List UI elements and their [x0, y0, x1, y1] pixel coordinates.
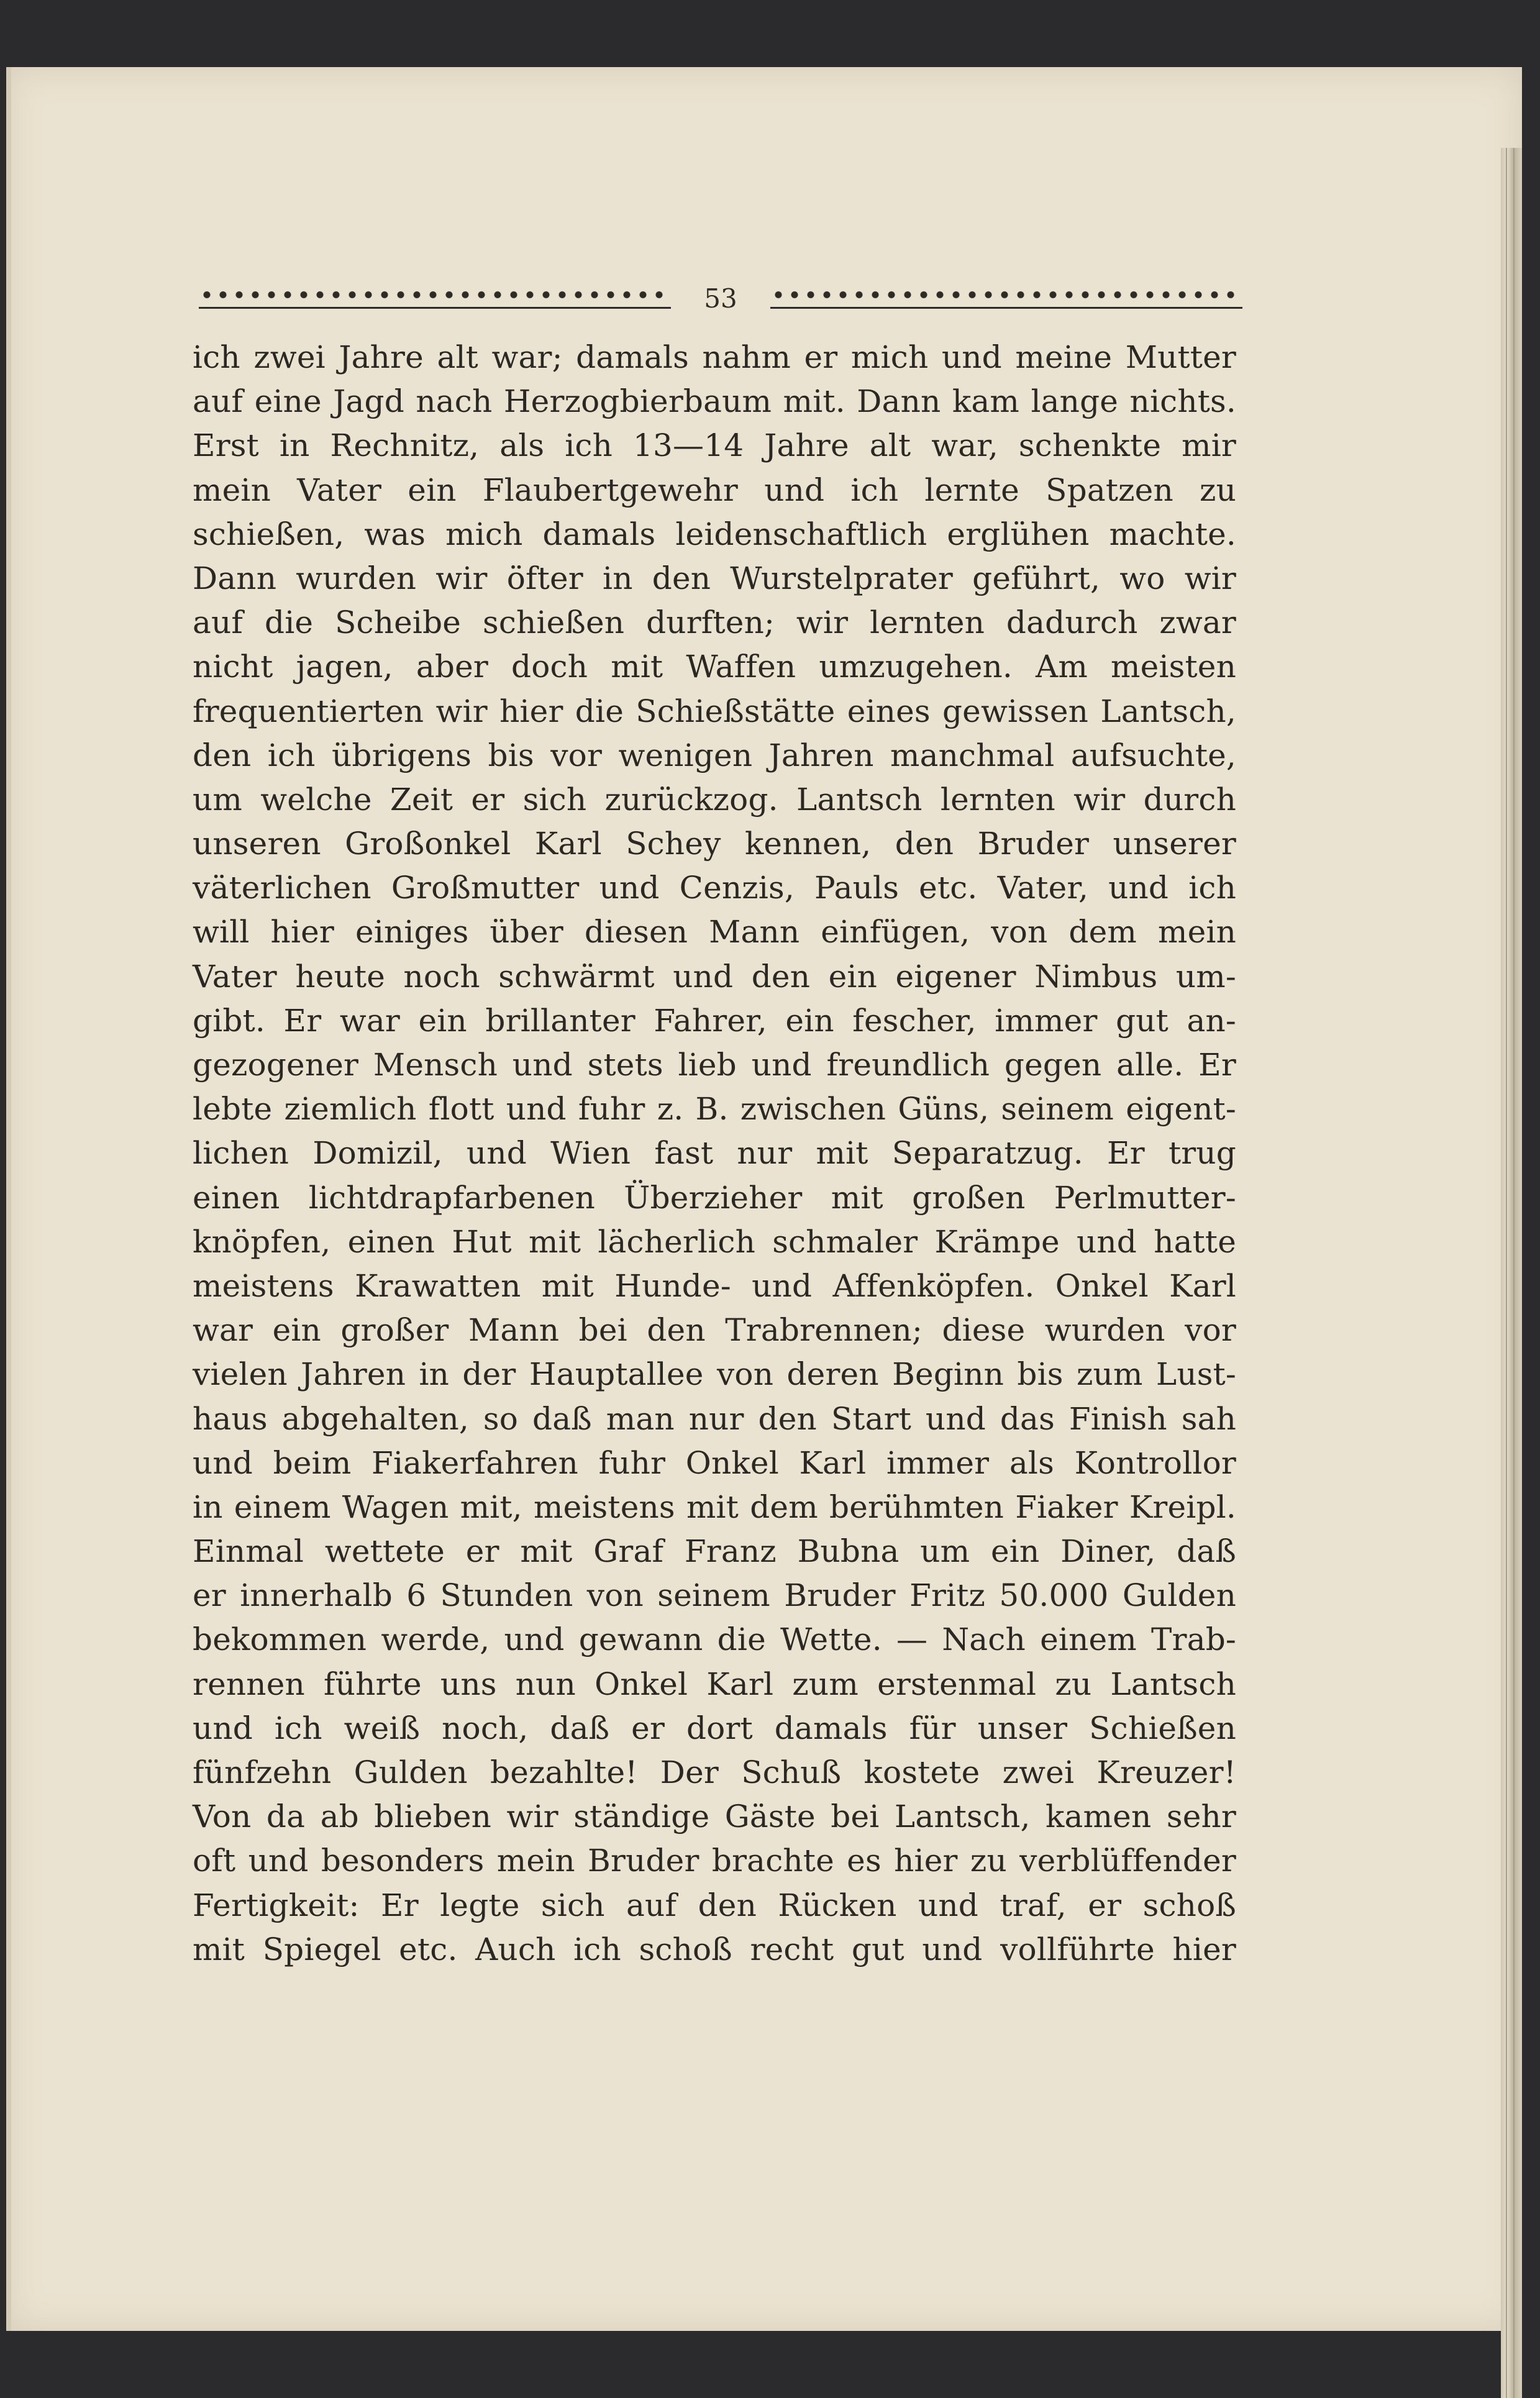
text-line: gibt. Er war ein brillanter Fahrer, ein fescher, immer gut an- — [193, 1002, 1236, 1039]
text-line: bekommen werde, und gewann die Wette. — Nach einem Trab- — [193, 1621, 1236, 1658]
text-line: den ich übrigens bis vor wenigen Jahren manchmal aufsuchte, — [193, 737, 1236, 773]
text-line: Vater heute noch schwärmt und den ein eigener Nimbus um- — [193, 958, 1236, 995]
text-line: Erst in Rechnitz, als ich 13—14 Jahre alt war, schenkte mir — [193, 427, 1236, 464]
left-page-edge — [6, 67, 11, 2331]
text-line: schießen, was mich damals leidenschaftlich erglühen machte. — [193, 516, 1236, 552]
text-line: in einem Wagen mit, meistens mit dem berühmten Fiaker Kreipl. — [193, 1488, 1236, 1525]
text-line: lebte ziemlich flott und fuhr z. B. zwischen Güns, seinem eigent- — [193, 1091, 1236, 1128]
text-line: nicht jagen, aber doch mit Waffen umzugehen. Am meisten — [193, 649, 1236, 685]
text-line: vielen Jahren in der Hauptallee von deren Beginn bis zum Lust- — [193, 1356, 1236, 1393]
text-line: meistens Krawatten mit Hunde- und Affenköpfen. Onkel Karl — [193, 1267, 1236, 1304]
text-line: und beim Fiakerfahren fuhr Onkel Karl immer als Kontrollor — [193, 1444, 1236, 1481]
text-line: lichen Domizil, und Wien fast nur mit Separatzug. Er trug — [193, 1135, 1236, 1172]
text-line: fünfzehn Gulden bezahlte! Der Schuß kostete zwei Kreuzer! — [193, 1754, 1236, 1790]
text-line: haus abgehalten, so daß man nur den Start und das Finish sah — [193, 1400, 1236, 1437]
page-number: 53 — [704, 283, 737, 314]
text-line: frequentierten wir hier die Schießstätte eines gewissen Lantsch, — [193, 693, 1236, 729]
text-line: oft und besonders mein Bruder brachte es hier zu verblüffender — [193, 1843, 1236, 1879]
text-line: ich zwei Jahre alt war; damals nahm er mich und meine Mutter — [193, 339, 1236, 375]
text-line: will hier einiges über diesen Mann einfügen, von dem mein — [193, 914, 1236, 951]
text-line: Fertigkeit: Er legte sich auf den Rücken und traf, er schoß — [193, 1887, 1236, 1923]
page-edge-stack — [1501, 148, 1522, 2398]
text-line: Einmal wettete er mit Graf Franz Bubna um ein Diner, daß — [193, 1533, 1236, 1570]
text-line: gezogener Mensch und stets lieb und freundlich gegen alle. Er — [193, 1047, 1236, 1083]
header-ornament-right — [770, 288, 1242, 309]
text-line: einen lichtdrapfarbenen Überzieher mit großen Perlmutter- — [193, 1179, 1236, 1216]
text-line: Dann wurden wir öfter in den Wurstelprater geführt, wo wir — [193, 560, 1236, 596]
text-line: unseren Großonkel Karl Schey kennen, den Bruder unserer — [193, 826, 1236, 862]
page-header — [199, 280, 1242, 317]
text-line: um welche Zeit er sich zurückzog. Lantsch lernten wir durch — [193, 781, 1236, 818]
text-line: Von da ab blieben wir ständige Gäste bei Lantsch, kamen sehr — [193, 1798, 1236, 1835]
text-line: rennen führte uns nun Onkel Karl zum erstenmal zu Lantsch — [193, 1666, 1236, 1702]
text-line: väterlichen Großmutter und Cenzis, Pauls etc. Vater, und ich — [193, 870, 1236, 906]
text-line: und ich weiß noch, daß er dort damals für unser Schießen — [193, 1710, 1236, 1746]
text-line: mit Spiegel etc. Auch ich schoß recht gut und vollführte hier — [193, 1931, 1236, 1967]
text-line: knöpfen, einen Hut mit lächerlich schmaler Krämpe und hatte — [193, 1223, 1236, 1260]
text-line: er innerhalb 6 Stunden von seinem Bruder Fritz 50.000 Gulden — [193, 1577, 1236, 1614]
text-line: mein Vater ein Flaubertgewehr und ich lernte Spatzen zu — [193, 472, 1236, 508]
header-ornament-left — [199, 288, 671, 309]
body-text — [193, 335, 1236, 1972]
text-line: war ein großer Mann bei den Trabrennen; diese wurden vor — [193, 1312, 1236, 1349]
text-line: auf eine Jagd nach Herzogbierbaum mit. Dann kam lange nichts. — [193, 383, 1236, 420]
text-line: auf die Scheibe schießen durften; wir lernten dadurch zwar — [193, 604, 1236, 641]
